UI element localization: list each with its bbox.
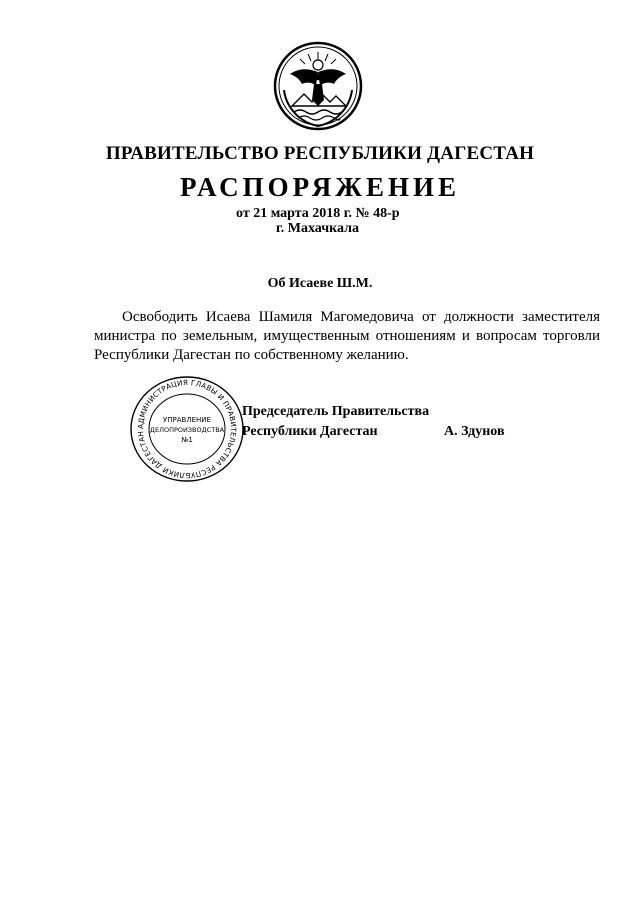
document-type: РАСПОРЯЖЕНИЕ bbox=[179, 172, 461, 202]
coat-of-arms-icon bbox=[272, 40, 364, 132]
document-city: г. Махачкала bbox=[276, 221, 359, 236]
office-stamp-icon bbox=[128, 374, 246, 484]
stamp-center-line1: УПРАВЛЕНИЕ bbox=[163, 416, 211, 424]
stamp-center-line3: №1 bbox=[181, 436, 193, 444]
document-subject: Об Исаеве Ш.М. bbox=[267, 276, 373, 291]
document-body: Освободить Исаева Шамиля Магомедовича от должности заместителя министра по земельным, имущественным отношениям и вопросам торговли Республики Дагестан по собственному желанию. bbox=[94, 309, 600, 363]
signatory-position-line1: Председатель Правительства bbox=[242, 404, 430, 419]
stamp-center-line2: ДЕЛОПРОИЗВОДСТВА bbox=[149, 426, 225, 434]
government-title: ПРАВИТЕЛЬСТВО РЕСПУБЛИКИ ДАГЕСТАН bbox=[105, 143, 535, 164]
signatory-position-line2: Республики Дагестан bbox=[242, 424, 378, 439]
signatory-name: А. Здунов bbox=[444, 424, 505, 439]
stamp-ring-text: АДМИНИСТРАЦИЯ ГЛАВЫ И ПРАВИТЕЛЬСТВА РЕСПУБЛИКИ ДАГЕСТАН bbox=[135, 377, 239, 481]
document-date-number: от 21 марта 2018 г. № 48-р bbox=[236, 206, 400, 221]
